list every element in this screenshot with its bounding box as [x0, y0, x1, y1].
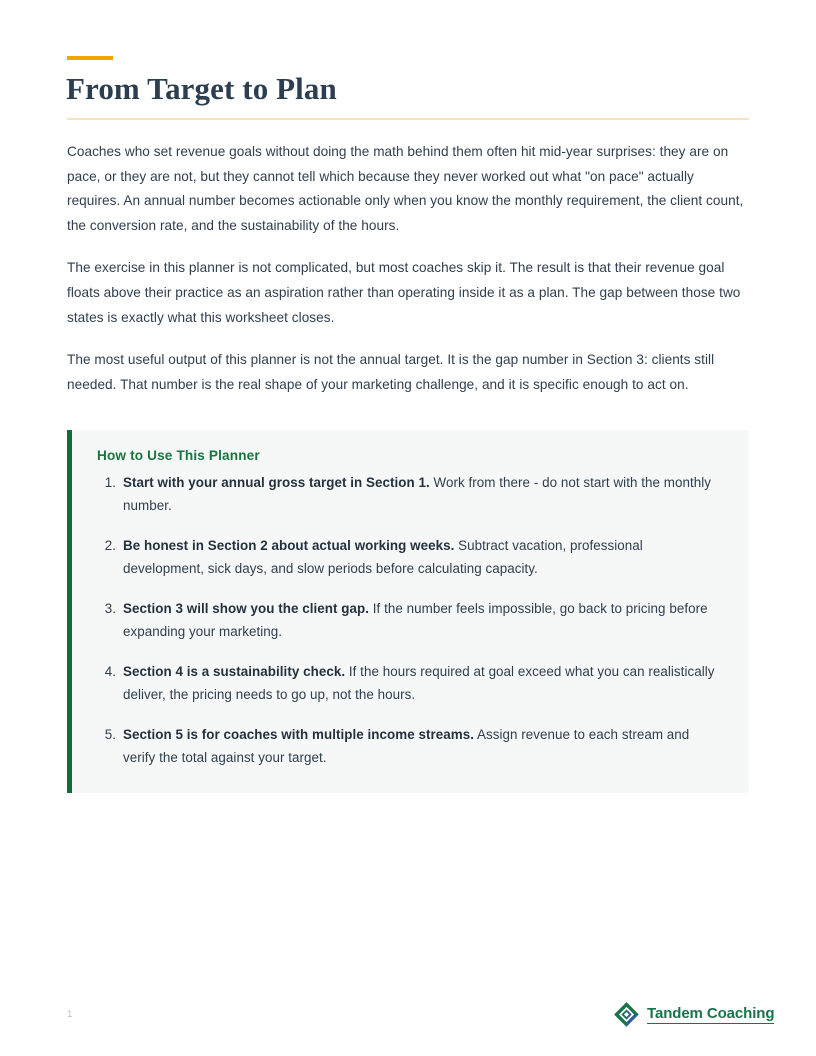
list-item [97, 598, 725, 643]
brand-name: Tandem Coaching [647, 1005, 774, 1024]
callout-heading: How to Use This Planner [97, 448, 260, 463]
body-copy [67, 140, 751, 397]
page-number: 1 [67, 1009, 73, 1020]
list-item [97, 724, 725, 769]
list-item-rest: If the hours required at goal exceed what you can realistically deliver, the pricing needs to go up, not the hours. [123, 664, 715, 702]
intro-paragraph-1: Coaches who set revenue goals without doing the math behind them often hit mid-year surprises: they are on pace, or they are not, but they cannot tell which because they never worked out what "on pace" actually requires. An annual number becomes actionable only when you know the monthly requirement, the client count, the conversion rate, and the sustainability of the hours. [67, 144, 744, 233]
tandem-diamond-icon [613, 1001, 640, 1028]
list-item [97, 661, 725, 706]
list-item-lead: Be honest in Section 2 about actual working weeks. [123, 538, 455, 553]
how-to-use-list [97, 472, 725, 769]
list-item-lead: Section 3 will show you the client gap. [123, 601, 369, 616]
list-item [97, 472, 725, 517]
intro-paragraph-3: The most useful output of this planner is not the annual target. It is the gap number in Section 3: clients still needed. That number is the real shape of your marketing challenge, and it is specific enough to act on. [67, 352, 715, 392]
page-title: From Target to Plan [66, 71, 337, 106]
intro-paragraph-2: The exercise in this planner is not complicated, but most coaches skip it. The result is that their revenue goal floats above their practice as an aspiration rather than operating inside it as a plan. The gap between those two states is exactly what this worksheet closes. [67, 260, 741, 325]
list-item-rest: If the number feels impossible, go back to pricing before expanding your marketing. [123, 601, 708, 639]
list-item [97, 535, 725, 580]
list-item-lead: Start with your annual gross target in Section 1. [123, 475, 430, 490]
list-item-rest: Work from there - do not start with the monthly number. [123, 475, 712, 513]
title-accent-bar [67, 56, 113, 60]
list-item-lead: Section 5 is for coaches with multiple income streams. [123, 727, 474, 742]
list-item-rest: Subtract vacation, professional development, sick days, and slow periods before calculating capacity. [123, 538, 643, 576]
title-divider-rule [67, 118, 749, 120]
list-item-rest: Assign revenue to each stream and verify the total against your target. [123, 727, 690, 765]
how-to-use-callout [67, 430, 749, 793]
list-item-lead: Section 4 is a sustainability check. [123, 664, 346, 679]
brand-logo [613, 1001, 774, 1028]
